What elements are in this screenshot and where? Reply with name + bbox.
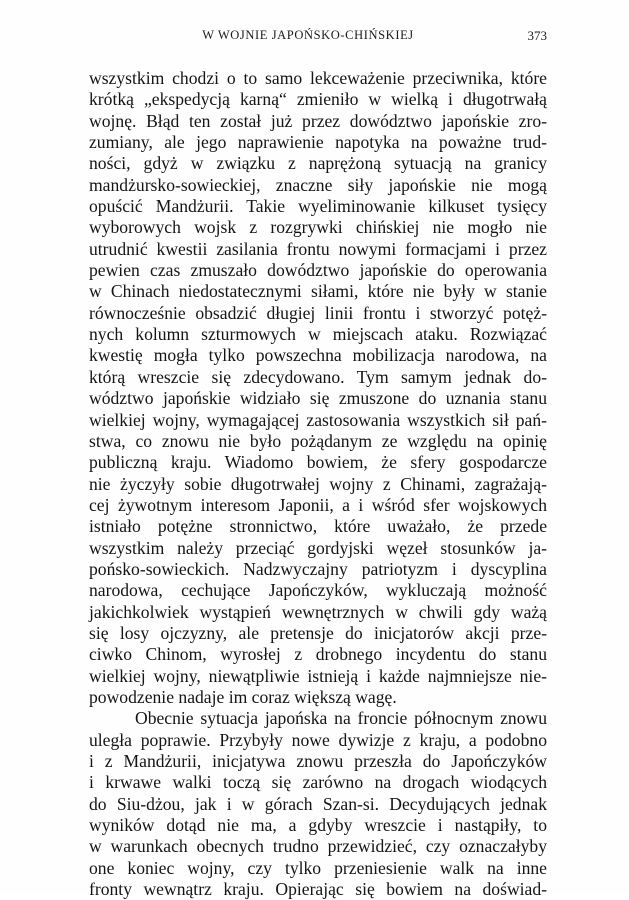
text-line: one koniec wojny, czy tylko przeniesienie walk na inne xyxy=(89,857,547,878)
text-line: narodowa, cechujące Japończyków, wykluczają możność xyxy=(89,580,547,601)
text-line: nie życzyły sobie długotrwałej wojny z Chinami, zagrażają- xyxy=(89,473,547,494)
text-line: pewien czas zmuszało dowództwo japońskie do operowania xyxy=(89,260,547,281)
text-line: publiczną kraju. Wiadomo bowiem, że sfery gospodarcze xyxy=(89,452,547,473)
text-line: w Chinach niedostatecznymi siłami, które nie były w stanie xyxy=(89,281,547,302)
text-line: stwa, co znowu nie było pożądanym ze względu na opinię xyxy=(89,430,547,451)
page-number: 373 xyxy=(527,28,547,43)
text-line: w warunkach obecnych trudno przewidzieć, czy oznaczałyby xyxy=(89,836,547,857)
text-line: wojnę. Błąd ten został już przez dowództwo japońskie zro- xyxy=(89,110,547,131)
text-line: krótką „ekspedycją karną“ zmieniło w wielką i długotrwałą xyxy=(89,89,547,110)
text-line: wielkiej wojny, niewątpliwie istnieją i każde najmniejsze nie- xyxy=(89,665,547,686)
text-line: do Siu-dżou, jak i w górach Szan-si. Decydujących jednak xyxy=(89,793,547,814)
text-line: wyników dotąd nie ma, a gdyby wreszcie i nastąpiły, to xyxy=(89,815,547,836)
text-line: zumiany, ale jego naprawienie napotyka na poważne trud- xyxy=(89,132,547,153)
text-line: uległa poprawie. Przybyły nowe dywizje z kraju, a podobno xyxy=(89,729,547,750)
paragraph-end-line: powodzenie nadaje im coraz większą wagę. xyxy=(89,686,397,707)
text-line: wództwo japońskie widziało się zmuszone do uznania stanu xyxy=(89,388,547,409)
text-line: którą wreszcie się zdecydowano. Tym samym jednak do- xyxy=(89,366,547,387)
body-text xyxy=(89,68,547,900)
text-line: utrudnić kwestii zasilania frontu nowymi formacjami i przez xyxy=(89,238,547,259)
page-header xyxy=(89,28,547,48)
text-line: mandżursko-sowieckiej, znaczne siły japońskie nie mogą xyxy=(89,174,547,195)
text-line: opuścić Mandżurii. Takie wyeliminowanie kilkuset tysięcy xyxy=(89,196,547,217)
text-line: i krwawe walki toczą się zarówno na drogach wiodących xyxy=(89,772,547,793)
text-line: kwestię mogła tylko powszechna mobilizacja narodowa, na xyxy=(89,345,547,366)
text-line: i z Mandżurii, inicjatywa znowu przeszła do Japończyków xyxy=(89,751,547,771)
running-title: W WOJNIE JAPOŃSKO-CHIŃSKIEJ xyxy=(202,28,414,42)
text-line: równocześnie obsadzić długiej linii frontu i stworzyć potęż- xyxy=(89,302,547,323)
text-line: się losy ojczyzny, ale pretensje do inicjatorów akcji prze- xyxy=(89,622,547,643)
text-line: fronty wewnątrz kraju. Opierając się bowiem na doświad- xyxy=(89,879,547,900)
paragraph-start-line: Obecnie sytuacja japońska na froncie północnym znowu xyxy=(135,708,547,729)
text-line: wszystkim chodzi o to samo lekceważenie przeciwnika, które xyxy=(89,68,547,88)
text-line: wielkiej wojny, wymagającej zastosowania wszystkich sił pań- xyxy=(89,409,547,430)
text-line: ciwko Chinom, wyrosłej z drobnego incydentu do stanu xyxy=(89,644,547,665)
text-line: wyborowych wojsk z rozgrywki chińskiej nie mogło nie xyxy=(89,217,547,238)
text-line: istniało potężne stronnictwo, które uważało, że przede xyxy=(89,516,547,537)
text-line: nych kolumn szturmowych w miejscach ataku. Rozwiązać xyxy=(89,324,547,345)
text-line: pońsko-sowieckich. Nadzwyczajny patriotyzm i dyscyplina xyxy=(89,558,547,579)
text-line: jakichkolwiek wystąpień wewnętrznych w chwili gdy ważą xyxy=(89,601,547,622)
text-line: cej żywotnym interesom Japonii, a i wśród sfer wojskowych xyxy=(89,494,547,515)
text-line: ności, gdyż w związku z naprężoną sytuacją na granicy xyxy=(89,153,547,174)
text-line: wszystkim należy przeciąć gordyjski węzeł stosunków ja- xyxy=(89,537,547,558)
